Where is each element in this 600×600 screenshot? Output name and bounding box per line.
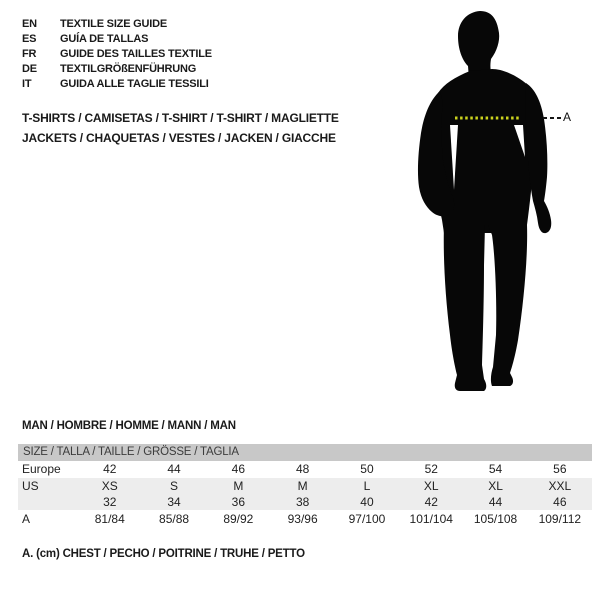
language-label: GUIDE DES TAILLES TEXTILE (60, 48, 212, 60)
size-cell: 89/92 (223, 512, 254, 526)
category-tshirts: T-SHIRTS / CAMISETAS / T-SHIRT / T-SHIRT / MAGLIETTE (22, 111, 339, 125)
size-cell: S (170, 479, 179, 493)
right-arm-shape (526, 83, 552, 233)
size-cell: 42 (103, 462, 117, 476)
size-cell: 105/108 (473, 512, 518, 526)
right-leg-shape (488, 225, 527, 386)
language-code: DE (22, 63, 37, 75)
language-label: TEXTILGRÖßENFÜHRUNG (60, 63, 197, 75)
size-cell: 42 (424, 495, 438, 509)
language-label: GUIDA ALLE TAGLIE TESSILI (60, 78, 209, 90)
size-cell: 56 (553, 462, 567, 476)
size-cell: M (233, 479, 244, 493)
row-label (18, 494, 78, 510)
size-cell: XL (423, 479, 439, 493)
language-code: FR (22, 48, 37, 60)
language-row-fr (22, 47, 212, 62)
measurement-footnote: A. (cm) CHEST / PECHO / POITRINE / TRUHE / PETTO (22, 548, 305, 560)
size-cell: 81/84 (94, 512, 125, 526)
size-cell: 46 (231, 462, 246, 476)
size-table (18, 444, 592, 528)
size-cell: 40 (360, 495, 374, 509)
language-code: IT (22, 78, 32, 90)
language-code: EN (22, 18, 37, 30)
size-cell: 50 (360, 462, 374, 476)
size-cell: XL (488, 479, 503, 493)
language-list (22, 17, 212, 92)
measurement-label-a: A (563, 110, 572, 124)
language-row-en (22, 17, 212, 32)
language-label: GUÍA DE TALLAS (60, 33, 149, 45)
size-cell: 101/104 (409, 512, 453, 526)
size-cell: 93/96 (287, 512, 318, 526)
size-cell: L (363, 479, 371, 493)
size-cell: XXL (548, 479, 572, 493)
table-row-us-letters (18, 478, 592, 494)
language-row-es (22, 32, 212, 47)
table-row-chest-cm (18, 510, 592, 528)
size-cell: 36 (231, 495, 246, 509)
section-title-man: MAN / HOMBRE / HOMME / MANN / MAN (22, 420, 236, 432)
size-cell: 44 (167, 462, 181, 476)
size-cell: 54 (488, 462, 503, 476)
left-leg-shape (444, 225, 487, 391)
size-cell: 38 (295, 495, 310, 509)
size-cell: 44 (488, 495, 503, 509)
row-label: Europe (22, 462, 61, 476)
table-row-us-numbers (18, 494, 592, 510)
row-label: A (22, 512, 31, 526)
man-silhouette-drawing (400, 5, 600, 397)
man-silhouette (400, 5, 600, 397)
size-cell: 32 (103, 495, 117, 509)
size-cell: XS (101, 479, 118, 493)
size-cell: 52 (424, 462, 438, 476)
row-label: US (22, 479, 39, 493)
size-cell: 109/112 (538, 512, 582, 526)
category-jackets: JACKETS / CHAQUETAS / VESTES / JACKEN / GIACCHE (22, 130, 336, 145)
table-row-europe (18, 461, 592, 478)
language-row-it (22, 77, 212, 92)
category-list (22, 109, 339, 148)
language-code: ES (22, 33, 37, 45)
head-shape (458, 11, 499, 79)
language-label: TEXTILE SIZE GUIDE (60, 18, 168, 30)
size-cell: 85/88 (159, 512, 190, 526)
size-cell: 48 (295, 462, 310, 476)
size-table-header: SIZE / TALLA / TAILLE / GRÖSSE / TAGLIA (18, 444, 592, 461)
size-cell: 97/100 (348, 512, 386, 526)
size-cell: 46 (553, 495, 567, 509)
language-row-de (22, 62, 212, 77)
size-cell: 34 (167, 495, 181, 509)
size-cell: M (297, 479, 308, 493)
